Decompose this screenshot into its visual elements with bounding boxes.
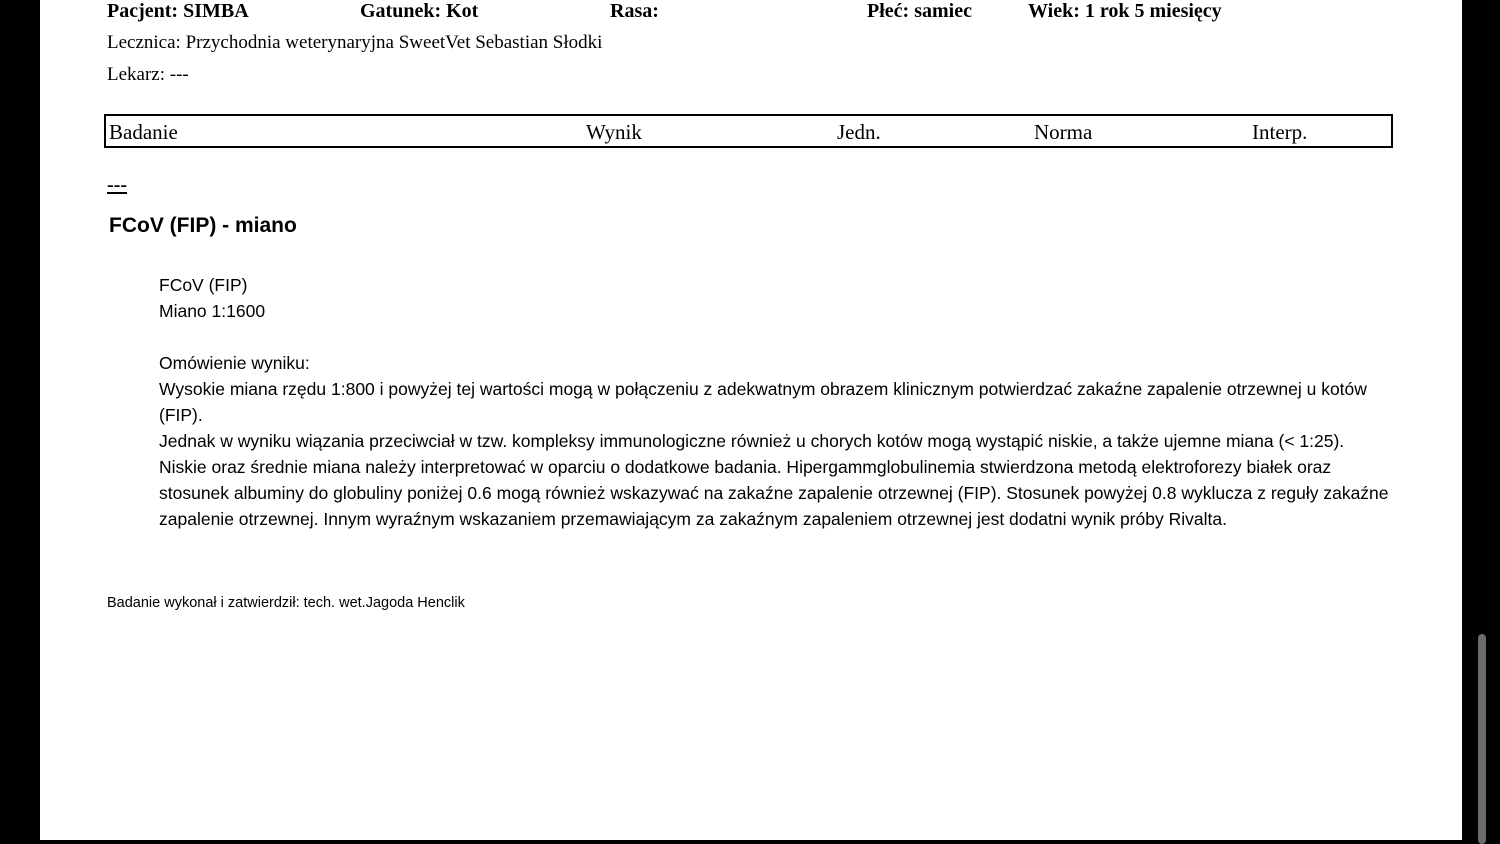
discussion-paragraph: Wysokie miana rzędu 1:800 i powyżej tej wartości mogą w połączeniu z adekwatnym obrazem klinicznym potwierdzać zakaźne zapalenie otrzewnej u kotów (FIP). (159, 379, 1367, 425)
scrollbar-thumb[interactable] (1478, 634, 1486, 844)
separator: --- (107, 174, 127, 196)
clinic-name: Lecznica: Przychodnia weterynaryjna SweetVet Sebastian Słodki (107, 32, 603, 53)
age: Wiek: 1 rok 5 miesięcy (1028, 0, 1222, 22)
discussion-paragraph: Niskie oraz średnie miana należy interpretować w oparciu o dodatkowe badania. Hipergammglobulinemia stwierdzona metodą elektroforezy białek oraz stosunek albuminy do globuliny poniżej 0.6 mogą również wskazywać na zakaźne zapalenie otrzewnej (FIP). Stosunek powyżej 0.8 wyklucza z reguły zakaźne zapalenie otrzewnej. Innym wyraźnym wskazaniem przemawiającym za zakaźnym zapaleniem otrzewnej jest dodatni wynik próby Rivalta. (159, 457, 1389, 529)
document-page (40, 0, 1462, 840)
sex: Płeć: samiec (867, 0, 972, 22)
test-name: FCoV (FIP) (159, 275, 248, 295)
section-title: FCoV (FIP) - miano (109, 214, 297, 237)
col-result: Wynik (586, 120, 642, 144)
discussion-paragraph: Jednak w wyniku wiązania przeciwciał w tzw. kompleksy immunologiczne również u chorych kotów mogą wystąpić niskie, a także ujemne miana (< 1:25). (159, 431, 1345, 451)
breed: Rasa: (610, 0, 659, 22)
doctor-name: Lekarz: --- (107, 64, 189, 85)
discussion-heading: Omówienie wyniku: (159, 353, 310, 373)
result-body (159, 272, 1399, 532)
col-unit: Jedn. (837, 120, 881, 144)
titer-value: Miano 1:1600 (159, 301, 266, 321)
col-interp: Interp. (1252, 120, 1308, 144)
results-table-header (104, 114, 1393, 148)
col-norm: Norma (1034, 120, 1093, 144)
col-test: Badanie (109, 120, 178, 144)
signature-line: Badanie wykonał i zatwierdził: tech. wet.Jagoda Henclik (107, 595, 465, 611)
species: Gatunek: Kot (360, 0, 479, 22)
patient-name: Pacjent: SIMBA (107, 0, 249, 22)
